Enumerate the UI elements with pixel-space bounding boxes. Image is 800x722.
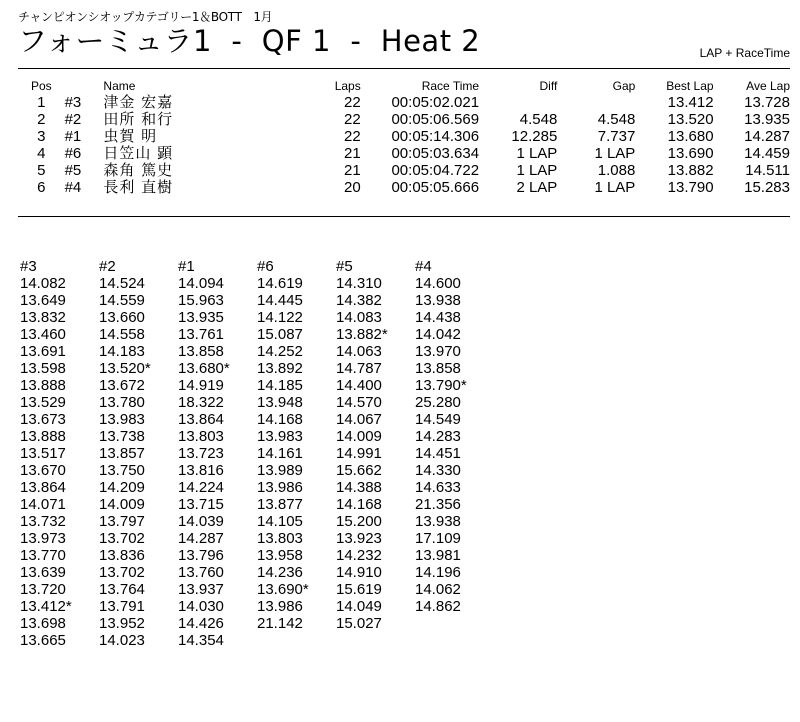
lap-time-cell: 13.923 bbox=[336, 530, 382, 547]
result-no-cell: #4 bbox=[64, 179, 82, 196]
result-gap-cell bbox=[557, 94, 635, 111]
lap-time-cell: 13.698 bbox=[20, 615, 66, 632]
result-pos-cell: 5 bbox=[37, 162, 46, 179]
result-no-cell: #3 bbox=[64, 94, 82, 111]
lap-time-cell: 13.857 bbox=[99, 445, 145, 462]
result-name-cell: 津金 宏嘉 bbox=[103, 93, 174, 111]
lap-time-cell: 13.670 bbox=[20, 462, 66, 479]
col-pos-header: Pos bbox=[30, 79, 52, 93]
lap-time-cell: 14.122 bbox=[257, 309, 303, 326]
lap-time-cell: 14.252 bbox=[257, 343, 303, 360]
lap-time-cell: 14.009 bbox=[99, 496, 145, 513]
lap-time-cell: 13.690* bbox=[257, 581, 309, 598]
lap-time-cell: 14.039 bbox=[178, 513, 224, 530]
lap-time-cell: 14.236 bbox=[257, 564, 303, 581]
lap-time-cell: 13.672 bbox=[99, 377, 145, 394]
lap-time-cell: 13.986 bbox=[257, 479, 303, 496]
result-best-lap-cell: 13.790 bbox=[667, 179, 714, 196]
lap-time-cell: 13.598 bbox=[20, 360, 66, 377]
lap-time-cell: 13.858 bbox=[415, 360, 461, 377]
lap-row bbox=[20, 547, 494, 564]
result-gap-cell: 7.737 bbox=[597, 128, 636, 145]
lap-time-cell: 13.529 bbox=[20, 394, 66, 411]
lap-time-cell: 13.973 bbox=[20, 530, 66, 547]
lap-time-cell: 13.877 bbox=[257, 496, 303, 513]
lap-row bbox=[20, 632, 494, 649]
lap-time-cell: 21.356 bbox=[415, 496, 461, 513]
lap-row bbox=[20, 377, 494, 394]
lap-time-cell: 13.981 bbox=[415, 547, 461, 564]
lap-time-cell: 14.067 bbox=[336, 411, 382, 428]
col-ave-lap-header: Ave Lap bbox=[746, 79, 790, 93]
lap-time-cell: 14.451 bbox=[415, 445, 461, 462]
result-diff-cell: 4.548 bbox=[519, 111, 558, 128]
lap-time-cell: 13.938 bbox=[415, 292, 461, 309]
lap-time-cell: 14.168 bbox=[336, 496, 382, 513]
lap-time-cell: 14.600 bbox=[415, 275, 461, 292]
lap-time-cell: 14.388 bbox=[336, 479, 382, 496]
lap-time-cell: 13.649 bbox=[20, 292, 66, 309]
lap-time-cell: 13.888 bbox=[20, 428, 66, 445]
lap-row bbox=[20, 360, 494, 377]
result-laps-cell: 21 bbox=[344, 162, 361, 179]
lap-row bbox=[20, 309, 494, 326]
lap-time-cell: 14.042 bbox=[415, 326, 461, 343]
event-subtitle: チャンピオンシオップカテゴリー1＆BOTT 1月 bbox=[18, 10, 273, 24]
lap-time-cell: 13.864 bbox=[178, 411, 224, 428]
lap-row bbox=[20, 275, 494, 292]
lap-time-cell: 14.224 bbox=[178, 479, 224, 496]
lap-row bbox=[20, 428, 494, 445]
lap-row bbox=[20, 445, 494, 462]
lap-column-header: #5 bbox=[336, 258, 353, 275]
lap-time-cell: 14.524 bbox=[99, 275, 145, 292]
results-table bbox=[18, 79, 790, 196]
lap-column-header: #2 bbox=[99, 258, 116, 275]
result-name-cell: 虫賀 明 bbox=[103, 127, 158, 145]
lap-time-cell: 14.009 bbox=[336, 428, 382, 445]
report-mode-label: LAP + RaceTime bbox=[699, 46, 790, 60]
result-laps-cell: 22 bbox=[344, 128, 361, 145]
lap-time-cell: 13.673 bbox=[20, 411, 66, 428]
lap-time-cell: 13.948 bbox=[257, 394, 303, 411]
lap-time-cell: 13.639 bbox=[20, 564, 66, 581]
lap-time-cell: 13.660 bbox=[99, 309, 145, 326]
page-title: フォーミュラ1 - QF 1 - Heat 2 bbox=[18, 24, 481, 58]
lap-row bbox=[20, 598, 494, 615]
lap-time-cell: 14.862 bbox=[415, 598, 461, 615]
lap-time-cell: 13.937 bbox=[178, 581, 224, 598]
lap-times-table bbox=[20, 258, 494, 649]
lap-row bbox=[20, 394, 494, 411]
lap-time-cell: 13.832 bbox=[20, 309, 66, 326]
result-race-time-cell: 00:05:05.666 bbox=[391, 179, 480, 196]
result-row bbox=[18, 111, 790, 128]
result-row bbox=[18, 179, 790, 196]
col-race-time-header: Race Time bbox=[421, 79, 480, 93]
lap-time-cell: 13.702 bbox=[99, 530, 145, 547]
result-race-time-cell: 00:05:06.569 bbox=[391, 111, 480, 128]
lap-time-cell: 15.619 bbox=[336, 581, 382, 598]
lap-time-cell: 14.062 bbox=[415, 581, 461, 598]
lap-time-cell: 13.989 bbox=[257, 462, 303, 479]
lap-time-cell: 14.919 bbox=[178, 377, 224, 394]
lap-time-cell: 14.168 bbox=[257, 411, 303, 428]
lap-column-header: #3 bbox=[20, 258, 37, 275]
lap-time-cell: 14.283 bbox=[415, 428, 461, 445]
lap-time-cell: 14.083 bbox=[336, 309, 382, 326]
lap-row bbox=[20, 564, 494, 581]
lap-times-header-row bbox=[20, 258, 494, 275]
lap-time-cell: 13.520* bbox=[99, 360, 151, 377]
result-row bbox=[18, 145, 790, 162]
lap-time-cell bbox=[336, 632, 415, 649]
result-ave-lap-cell: 14.511 bbox=[745, 162, 790, 179]
lap-time-cell: 17.109 bbox=[415, 530, 461, 547]
lap-time-cell: 13.858 bbox=[178, 343, 224, 360]
lap-time-cell: 13.836 bbox=[99, 547, 145, 564]
lap-time-cell: 14.049 bbox=[336, 598, 382, 615]
result-race-time-cell: 00:05:03.634 bbox=[391, 145, 480, 162]
result-diff-cell: 1 LAP bbox=[516, 145, 558, 162]
lap-time-cell: 13.665 bbox=[20, 632, 66, 649]
lap-time-cell: 14.445 bbox=[257, 292, 303, 309]
lap-time-cell: 13.888 bbox=[20, 377, 66, 394]
lap-time-cell: 14.438 bbox=[415, 309, 461, 326]
lap-time-cell: 14.105 bbox=[257, 513, 303, 530]
result-diff-cell: 12.285 bbox=[511, 128, 558, 145]
col-best-lap-header: Best Lap bbox=[666, 79, 714, 93]
lap-time-cell: 13.952 bbox=[99, 615, 145, 632]
lap-row bbox=[20, 326, 494, 343]
result-row bbox=[18, 94, 790, 111]
result-diff-cell: 2 LAP bbox=[516, 179, 558, 196]
lap-time-cell: 13.720 bbox=[20, 581, 66, 598]
lap-time-cell: 13.882* bbox=[336, 326, 388, 343]
result-gap-cell: 4.548 bbox=[597, 111, 636, 128]
lap-time-cell: 14.633 bbox=[415, 479, 461, 496]
lap-time-cell: 14.991 bbox=[336, 445, 382, 462]
lap-time-cell: 13.938 bbox=[415, 513, 461, 530]
lap-time-cell: 14.196 bbox=[415, 564, 461, 581]
result-no-cell: #6 bbox=[64, 145, 82, 162]
result-no-cell: #5 bbox=[64, 162, 82, 179]
lap-time-cell: 14.619 bbox=[257, 275, 303, 292]
result-laps-cell: 22 bbox=[344, 111, 361, 128]
lap-time-cell: 13.517 bbox=[20, 445, 66, 462]
result-race-time-cell: 00:05:14.306 bbox=[391, 128, 480, 145]
lap-row bbox=[20, 513, 494, 530]
lap-time-cell: 13.761 bbox=[178, 326, 224, 343]
result-name-cell: 田所 和行 bbox=[103, 110, 174, 128]
lap-time-cell bbox=[415, 632, 494, 649]
lap-time-cell: 13.796 bbox=[178, 547, 224, 564]
lap-time-cell: 13.970 bbox=[415, 343, 461, 360]
result-race-time-cell: 00:05:02.021 bbox=[391, 94, 480, 111]
lap-time-cell: 14.787 bbox=[336, 360, 382, 377]
lap-time-cell: 13.864 bbox=[20, 479, 66, 496]
lap-time-cell: 14.063 bbox=[336, 343, 382, 360]
lap-time-cell: 14.310 bbox=[336, 275, 382, 292]
result-gap-cell: 1.088 bbox=[597, 162, 636, 179]
lap-time-cell: 15.963 bbox=[178, 292, 224, 309]
lap-time-cell: 13.797 bbox=[99, 513, 145, 530]
results-divider bbox=[18, 216, 790, 217]
lap-time-cell: 13.750 bbox=[99, 462, 145, 479]
lap-time-cell: 13.691 bbox=[20, 343, 66, 360]
lap-column-header: #6 bbox=[257, 258, 274, 275]
result-name-cell: 長利 直樹 bbox=[103, 178, 174, 196]
lap-time-cell bbox=[257, 632, 336, 649]
lap-time-cell: 14.354 bbox=[178, 632, 224, 649]
lap-time-cell: 14.559 bbox=[99, 292, 145, 309]
result-best-lap-cell: 13.520 bbox=[667, 111, 714, 128]
lap-time-cell: 13.732 bbox=[20, 513, 66, 530]
result-diff-cell: 1 LAP bbox=[516, 162, 558, 179]
header-divider bbox=[18, 68, 790, 69]
results-header-row bbox=[18, 79, 790, 94]
lap-row bbox=[20, 292, 494, 309]
lap-time-cell: 14.094 bbox=[178, 275, 224, 292]
result-ave-lap-cell: 13.935 bbox=[744, 111, 790, 128]
col-gap-header: Gap bbox=[612, 79, 636, 93]
lap-time-cell: 13.738 bbox=[99, 428, 145, 445]
lap-time-cell: 13.770 bbox=[20, 547, 66, 564]
lap-time-cell: 13.803 bbox=[178, 428, 224, 445]
lap-time-cell: 14.209 bbox=[99, 479, 145, 496]
lap-time-cell: 14.232 bbox=[336, 547, 382, 564]
lap-row bbox=[20, 343, 494, 360]
result-laps-cell: 21 bbox=[344, 145, 361, 162]
result-pos-cell: 4 bbox=[37, 145, 46, 162]
result-pos-cell: 2 bbox=[37, 111, 46, 128]
lap-row bbox=[20, 462, 494, 479]
lap-time-cell: 13.791 bbox=[99, 598, 145, 615]
lap-time-cell: 14.426 bbox=[178, 615, 224, 632]
result-pos-cell: 3 bbox=[37, 128, 46, 145]
lap-column-header: #1 bbox=[178, 258, 195, 275]
lap-time-cell: 13.986 bbox=[257, 598, 303, 615]
lap-time-cell: 18.322 bbox=[178, 394, 224, 411]
result-gap-cell: 1 LAP bbox=[594, 179, 636, 196]
result-no-cell: #1 bbox=[64, 128, 82, 145]
lap-time-cell: 13.764 bbox=[99, 581, 145, 598]
lap-time-cell: 14.558 bbox=[99, 326, 145, 343]
result-race-time-cell: 00:05:04.722 bbox=[391, 162, 480, 179]
lap-time-cell: 13.958 bbox=[257, 547, 303, 564]
lap-time-cell: 14.330 bbox=[415, 462, 461, 479]
result-ave-lap-cell: 14.459 bbox=[744, 145, 790, 162]
lap-time-cell: 13.680* bbox=[178, 360, 230, 377]
lap-row bbox=[20, 496, 494, 513]
result-best-lap-cell: 13.680 bbox=[667, 128, 714, 145]
lap-time-cell: 14.382 bbox=[336, 292, 382, 309]
lap-time-cell: 14.185 bbox=[257, 377, 303, 394]
lap-row bbox=[20, 615, 494, 632]
lap-time-cell: 14.071 bbox=[20, 496, 66, 513]
result-laps-cell: 22 bbox=[344, 94, 361, 111]
lap-time-cell: 14.082 bbox=[20, 275, 66, 292]
lap-time-cell: 13.892 bbox=[257, 360, 303, 377]
lap-time-cell bbox=[415, 615, 494, 632]
col-name-header: Name bbox=[103, 79, 136, 93]
lap-time-cell: 14.161 bbox=[257, 445, 303, 462]
result-ave-lap-cell: 14.287 bbox=[744, 128, 790, 145]
lap-time-cell: 14.570 bbox=[336, 394, 382, 411]
lap-time-cell: 13.816 bbox=[178, 462, 224, 479]
result-best-lap-cell: 13.412 bbox=[667, 94, 714, 111]
lap-time-cell: 13.790* bbox=[415, 377, 467, 394]
result-diff-cell bbox=[479, 94, 557, 111]
result-ave-lap-cell: 13.728 bbox=[744, 94, 790, 111]
result-name-cell: 森角 篤史 bbox=[103, 161, 174, 179]
result-laps-cell: 20 bbox=[344, 179, 361, 196]
lap-time-cell: 13.715 bbox=[178, 496, 224, 513]
result-row bbox=[18, 128, 790, 145]
result-ave-lap-cell: 15.283 bbox=[744, 179, 790, 196]
lap-row bbox=[20, 581, 494, 598]
lap-time-cell: 15.200 bbox=[336, 513, 382, 530]
lap-time-cell: 13.412* bbox=[20, 598, 72, 615]
lap-time-cell: 14.549 bbox=[415, 411, 461, 428]
lap-time-cell: 13.983 bbox=[257, 428, 303, 445]
lap-time-cell: 14.030 bbox=[178, 598, 224, 615]
lap-time-cell: 25.280 bbox=[415, 394, 461, 411]
lap-row bbox=[20, 530, 494, 547]
result-name-cell: 日笠山 顕 bbox=[103, 144, 174, 162]
lap-time-cell: 15.662 bbox=[336, 462, 382, 479]
lap-time-cell: 14.910 bbox=[336, 564, 382, 581]
result-pos-cell: 6 bbox=[37, 179, 46, 196]
lap-time-cell: 13.760 bbox=[178, 564, 224, 581]
lap-time-cell: 13.803 bbox=[257, 530, 303, 547]
lap-row bbox=[20, 479, 494, 496]
lap-time-cell: 13.780 bbox=[99, 394, 145, 411]
lap-time-cell: 14.183 bbox=[99, 343, 145, 360]
lap-time-cell: 15.087 bbox=[257, 326, 303, 343]
col-number-header bbox=[65, 79, 104, 94]
result-pos-cell: 1 bbox=[37, 94, 46, 111]
lap-time-cell: 13.460 bbox=[20, 326, 66, 343]
lap-time-cell: 14.287 bbox=[178, 530, 224, 547]
lap-column-header: #4 bbox=[415, 258, 432, 275]
col-diff-header: Diff bbox=[539, 79, 558, 93]
result-no-cell: #2 bbox=[64, 111, 82, 128]
lap-time-cell: 21.142 bbox=[257, 615, 303, 632]
col-laps-header: Laps bbox=[334, 79, 361, 93]
result-best-lap-cell: 13.882 bbox=[667, 162, 714, 179]
lap-row bbox=[20, 411, 494, 428]
result-best-lap-cell: 13.690 bbox=[667, 145, 714, 162]
lap-time-cell: 13.983 bbox=[99, 411, 145, 428]
lap-time-cell: 14.023 bbox=[99, 632, 145, 649]
lap-time-cell: 13.702 bbox=[99, 564, 145, 581]
lap-time-cell: 13.723 bbox=[178, 445, 224, 462]
lap-time-cell: 14.400 bbox=[336, 377, 382, 394]
lap-time-cell: 13.935 bbox=[178, 309, 224, 326]
result-gap-cell: 1 LAP bbox=[594, 145, 636, 162]
lap-time-cell: 15.027 bbox=[336, 615, 382, 632]
result-row bbox=[18, 162, 790, 179]
